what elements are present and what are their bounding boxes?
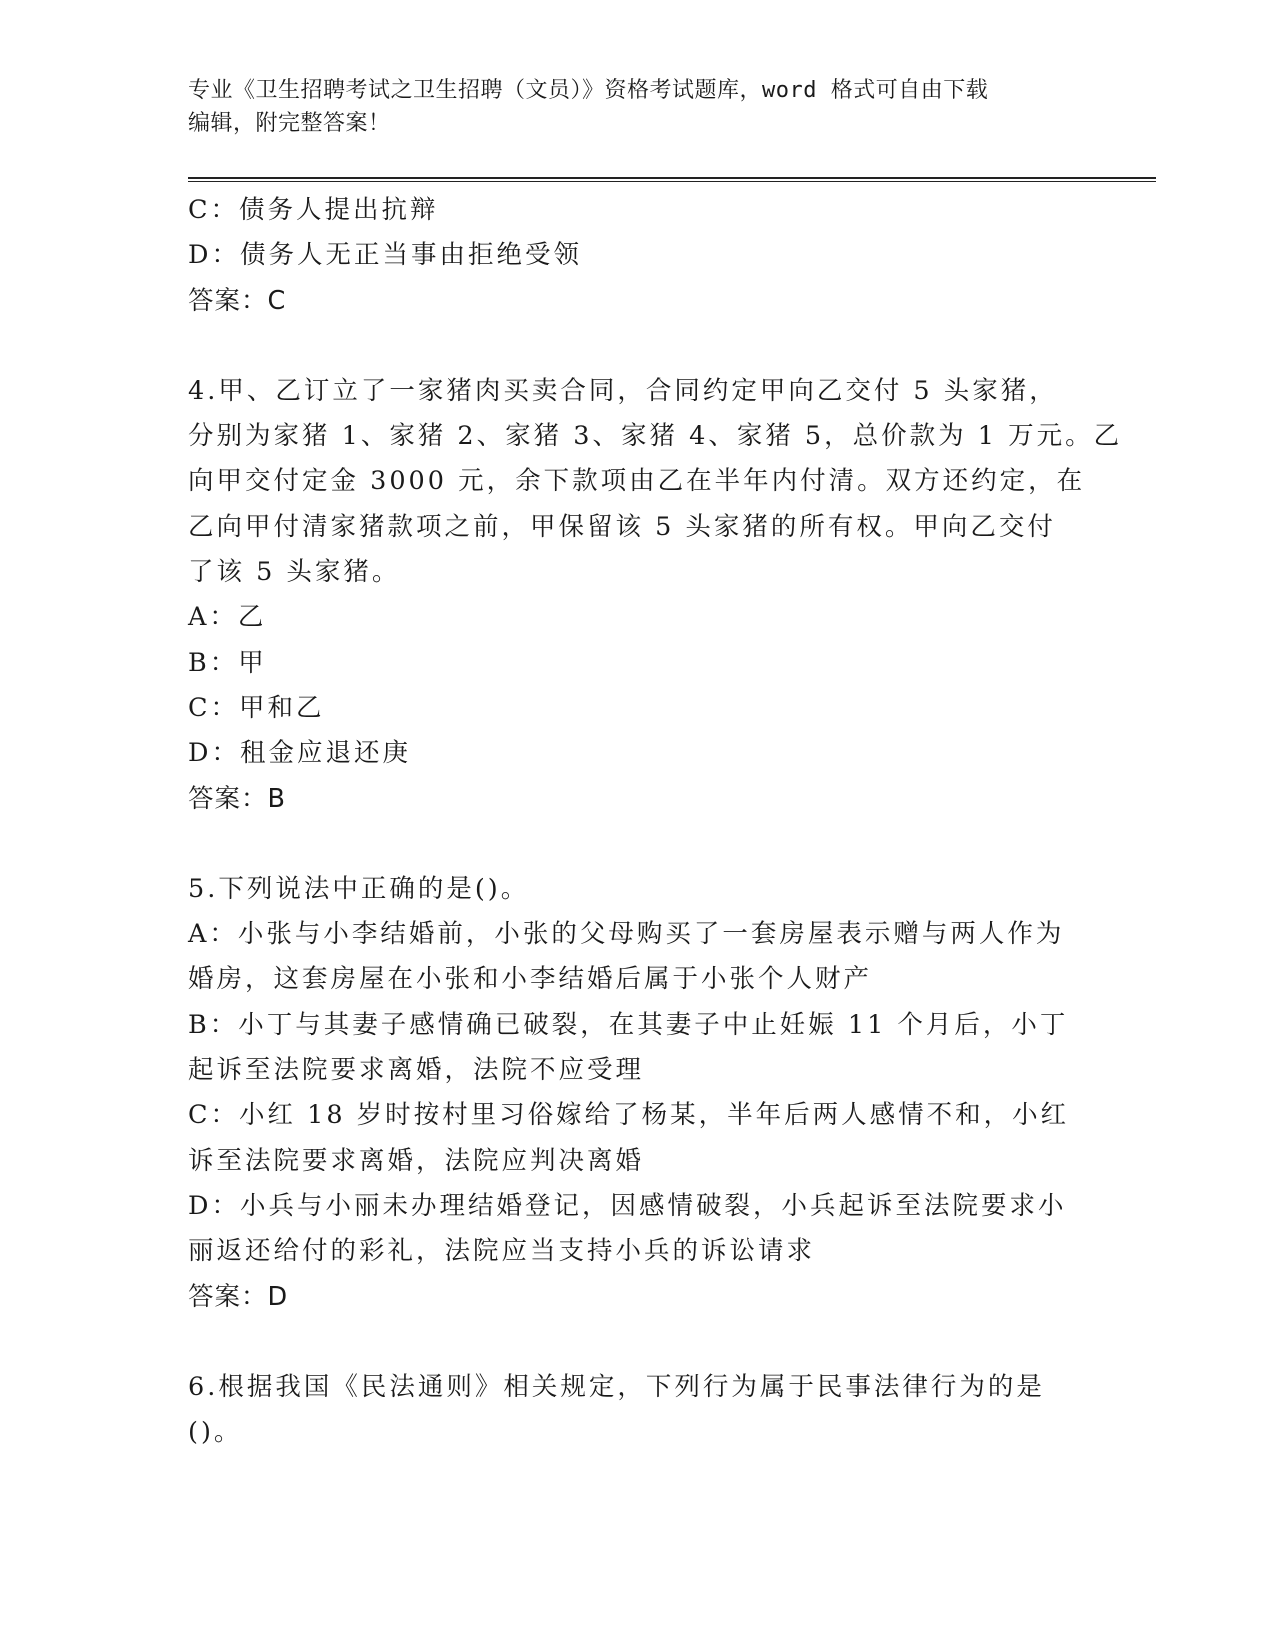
q4-option-c: C：甲和乙 bbox=[188, 692, 325, 723]
q4-option-b: B：甲 bbox=[188, 647, 267, 678]
spacer bbox=[188, 1320, 1088, 1365]
question-4 bbox=[188, 369, 1123, 822]
question-5 bbox=[188, 867, 1088, 1320]
q4-option-d: D：租金应退还庚 bbox=[188, 738, 411, 769]
spacer bbox=[188, 324, 1088, 369]
q6-stem-line: ()。 bbox=[188, 1417, 243, 1448]
q6-stem-line: 6.根据我国《民法通则》相关规定，下列行为属于民事法律行为的是 bbox=[188, 1371, 1045, 1402]
q5-option-c-line: 诉至法院要求离婚，法院应判决离婚 bbox=[188, 1145, 645, 1176]
q5-option-d-line: D：小兵与小丽未办理结婚登记，因感情破裂，小兵起诉至法院要求小 bbox=[188, 1190, 1067, 1221]
document-header bbox=[188, 74, 1088, 140]
question-3-tail bbox=[188, 188, 1088, 324]
q3-option-d: D：债务人无正当事由拒绝受领 bbox=[188, 240, 582, 271]
q3-answer: 答案：C bbox=[188, 285, 287, 316]
q4-answer: 答案：B bbox=[188, 783, 286, 814]
header-divider-thick bbox=[188, 177, 1156, 179]
header-line-1: 专业《卫生招聘考试之卫生招聘（文员）》资格考试题库，word 格式可自由下载 bbox=[188, 78, 989, 103]
question-content bbox=[188, 188, 1123, 1455]
q4-stem-line: 乙向甲付清家猪款项之前，甲保留该 5 头家猪的所有权。甲向乙交付 bbox=[188, 511, 1056, 542]
q5-option-b-line: B：小丁与其妻子感情确已破裂，在其妻子中止妊娠 11 个月后，小丁 bbox=[188, 1009, 1069, 1040]
spacer bbox=[188, 822, 1088, 867]
header-line-2: 编辑，附完整答案！ bbox=[188, 111, 391, 136]
q4-stem-line: 分别为家猪 1、家猪 2、家猪 3、家猪 4、家猪 5，总价款为 1 万元。乙 bbox=[188, 421, 1123, 452]
q5-answer: 答案：D bbox=[188, 1281, 289, 1312]
q5-option-c-line: C：小红 18 岁时按村里习俗嫁给了杨某，半年后两人感情不和，小红 bbox=[188, 1100, 1070, 1131]
q5-option-a-line: 婚房，这套房屋在小张和小李结婚后属于小张个人财产 bbox=[188, 964, 873, 995]
q5-stem: 5.下列说法中正确的是()。 bbox=[188, 873, 530, 904]
q4-stem-line: 4.甲、乙订立了一家猪肉买卖合同，合同约定甲向乙交付 5 头家猪， bbox=[188, 375, 1058, 406]
q4-stem-line: 了该 5 头家猪。 bbox=[188, 557, 401, 588]
q5-option-a-line: A：小张与小李结婚前，小张的父母购买了一套房屋表示赠与两人作为 bbox=[188, 919, 1065, 950]
q4-stem-line: 向甲交付定金 3000 元，余下款项由乙在半年内付清。双方还约定，在 bbox=[188, 466, 1086, 497]
q4-option-a: A：乙 bbox=[188, 602, 267, 633]
q3-option-c: C：债务人提出抗辩 bbox=[188, 195, 439, 225]
header-divider-thin bbox=[188, 181, 1156, 182]
q5-option-d-line: 丽返还给付的彩礼，法院应当支持小兵的诉讼请求 bbox=[188, 1236, 816, 1267]
question-6 bbox=[188, 1365, 1088, 1456]
q5-option-b-line: 起诉至法院要求离婚，法院不应受理 bbox=[188, 1055, 645, 1086]
